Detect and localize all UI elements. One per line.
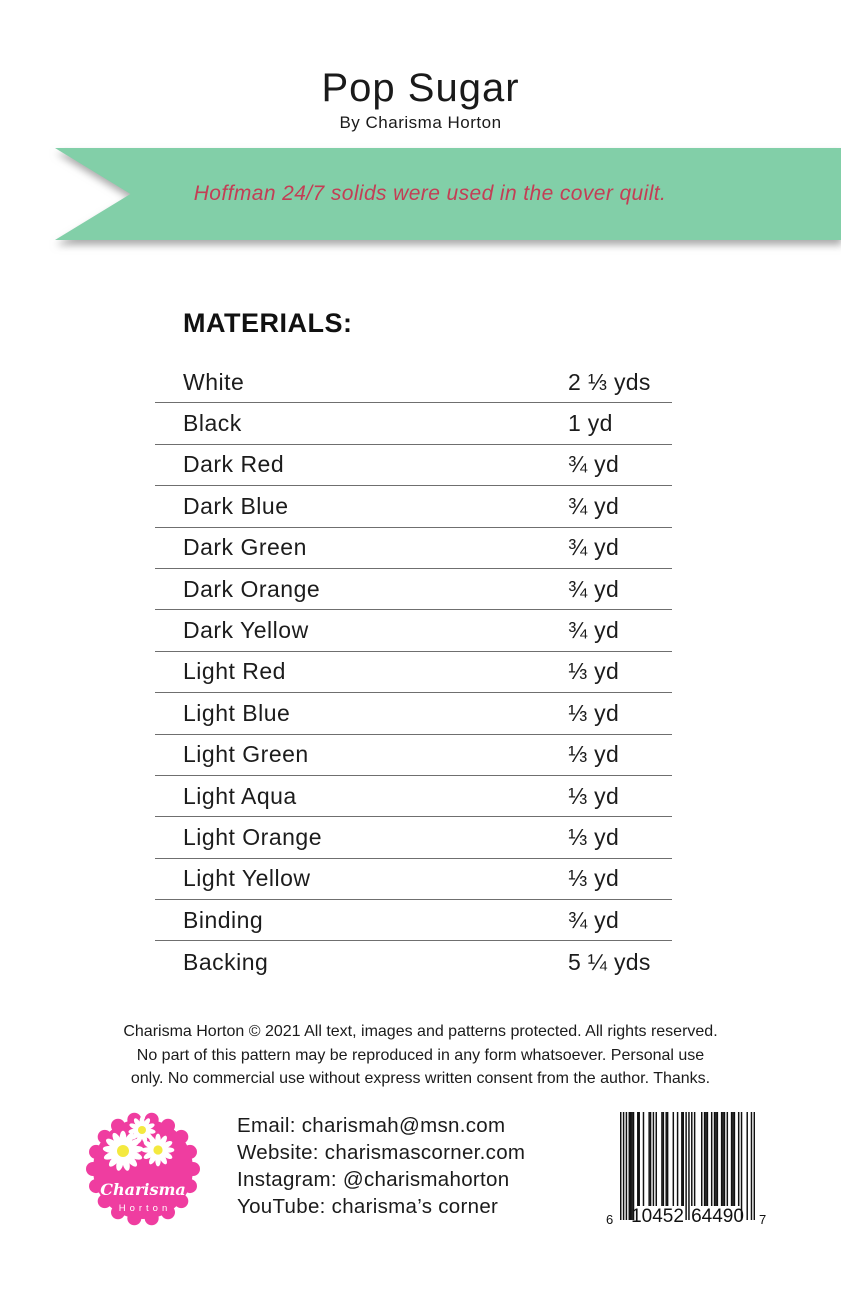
material-amount: 1 yd (568, 410, 613, 437)
page-title: Pop Sugar (321, 66, 520, 110)
material-name: Dark Orange (183, 575, 321, 602)
barcode-right-digit: 7 (759, 1212, 767, 1227)
material-name: Binding (183, 906, 264, 933)
material-amount: ⅓ yd (568, 658, 620, 685)
material-amount: ⅓ yd (568, 782, 620, 809)
table-row (155, 569, 672, 610)
logo-script-name: Charisma (100, 1180, 186, 1199)
material-name: Dark Blue (183, 492, 289, 519)
copyright-line-3: only. No commercial use without express written consent from the author. Thanks. (130, 1070, 711, 1087)
material-name: Black (183, 410, 242, 437)
contact-info (237, 1112, 525, 1220)
contact-youtube: YouTube: charisma’s corner (237, 1195, 499, 1218)
material-name: Light Blue (183, 699, 291, 726)
table-row (155, 528, 672, 569)
material-name: Dark Red (183, 451, 285, 478)
table-row (155, 403, 672, 444)
table-row (155, 693, 672, 734)
table-row (155, 859, 672, 900)
material-name: Light Red (183, 658, 286, 685)
banner-text: Hoffman 24/7 solids were used in the cover quilt. (193, 182, 667, 205)
copyright-line-2: No part of this pattern may be reproduced in any form whatsoever. Personal use (136, 1046, 705, 1064)
table-row (155, 941, 672, 982)
materials-table (155, 362, 672, 983)
table-row (155, 610, 672, 651)
material-name: Light Aqua (183, 782, 297, 809)
table-row (155, 486, 672, 527)
material-name: Dark Green (183, 534, 307, 561)
material-amount: ¾ yd (568, 534, 620, 561)
material-amount: ⅓ yd (568, 741, 620, 768)
copyright-notice (0, 1020, 841, 1091)
material-amount: 2 ⅓ yds (568, 368, 651, 395)
material-name: Dark Yellow (183, 617, 309, 644)
barcode-group-1: 10452 (631, 1206, 684, 1227)
table-row (155, 362, 672, 403)
material-amount: ¾ yd (568, 451, 620, 478)
material-name: Backing (183, 948, 269, 975)
barcode-left-digit: 6 (606, 1212, 614, 1227)
table-row (155, 817, 672, 858)
table-row (155, 652, 672, 693)
material-amount: ⅓ yd (568, 699, 620, 726)
table-row (155, 900, 672, 941)
material-amount: ¾ yd (568, 617, 620, 644)
material-amount: 5 ¼ yds (568, 948, 651, 975)
material-name: Light Orange (183, 823, 322, 850)
material-amount: ¾ yd (568, 492, 620, 519)
table-row (155, 735, 672, 776)
charisma-horton-logo (86, 1112, 200, 1226)
contact-website: Website: charismascorner.com (237, 1141, 526, 1164)
copyright-line-1: Charisma Horton © 2021 All text, images and patterns protected. All rights reserved. (123, 1023, 718, 1040)
material-amount: ¾ yd (568, 575, 620, 602)
material-amount: ¾ yd (568, 906, 620, 933)
materials-heading: MATERIALS: (183, 308, 353, 338)
table-row (155, 445, 672, 486)
logo-badge-icon (86, 1112, 200, 1226)
byline: By Charisma Horton (339, 113, 502, 132)
logo-sub-name: Horton (118, 1203, 172, 1214)
table-row (155, 776, 672, 817)
barcode-group-2: 64490 (691, 1206, 744, 1227)
upc-barcode (606, 1112, 767, 1232)
contact-instagram: Instagram: @charismahorton (237, 1168, 510, 1191)
material-name: White (183, 368, 245, 395)
contact-email: Email: charismah@msn.com (237, 1114, 506, 1137)
material-amount: ⅓ yd (568, 865, 620, 892)
material-name: Light Green (183, 741, 309, 768)
banner-text-layer (55, 148, 841, 240)
material-amount: ⅓ yd (568, 823, 620, 850)
material-name: Light Yellow (183, 865, 311, 892)
